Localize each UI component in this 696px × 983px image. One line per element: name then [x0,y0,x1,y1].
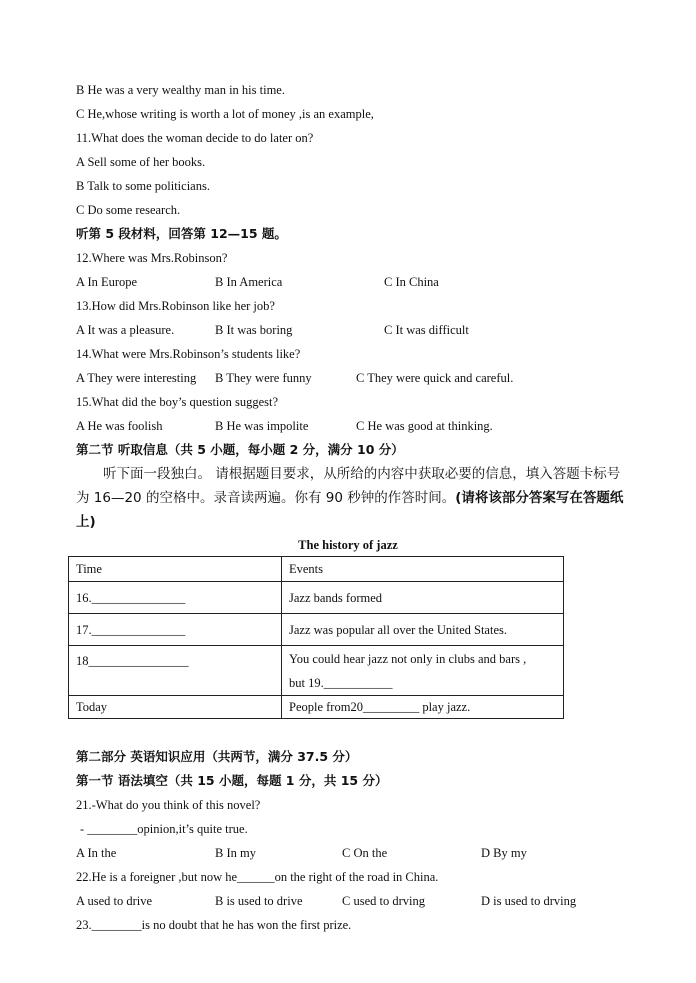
option-text: B Talk to some politicians. [76,179,210,193]
part-heading: 第二部分 英语知识应用（共两节，满分 37.5 分） [76,749,358,764]
column-header-events: Events [282,557,564,582]
section-heading: 听第 5 段材料，回答第 12—15 题。 [76,226,287,241]
option-text: A Sell some of her books. [76,155,206,169]
option-text: C They were quick and careful. [356,371,514,385]
question-13: 13.How did Mrs.Robinson like her job? [76,299,275,313]
option-text: A In the [76,846,117,860]
question-15: 15.What did the boy’s question suggest? [76,395,279,409]
option-text: D is used to drving [481,894,577,908]
option-text: B In my [215,846,256,860]
option-text: C Do some research. [76,203,181,217]
instructions-text: 听下面一段独白。 请根据题目要求，从所给的内容中获取必要的信息，填入答题卡标号为 16—20 的空格中。录音读两遍。你有 90 秒钟的作答时间。 [76,466,621,506]
event-line: but 19.___________ [289,675,393,690]
option-text: B It was boring [215,323,293,337]
question-22: 22.He is a foreigner ,but now he______on the right of the road in China. [76,870,439,884]
option-text: B is used to drive [215,894,303,908]
option-text: C He was good at thinking. [356,419,493,433]
question-23: 23.________is no doubt that he has won the first prize. [76,918,352,932]
column-header-time: Time [69,557,282,582]
question-12: 12.Where was Mrs.Robinson? [76,251,228,265]
instructions [76,462,626,534]
event-cell [282,646,564,696]
section-heading: 第二节 听取信息（共 5 小题，每小题 2 分，满分 10 分） [76,442,404,457]
event-cell: Jazz was popular all over the United States. [282,614,564,646]
option-text: B He was a very wealthy man in his time. [76,83,285,97]
table-row [69,614,564,646]
question-21: 21.-What do you think of this novel? [76,798,261,812]
option-text: C It was difficult [384,323,469,337]
table-row [69,646,564,696]
option-text: C He,whose writing is worth a lot of money ,is an example, [76,107,374,121]
option-text: B In America [215,275,283,289]
event-cell: People from20_________ play jazz. [282,696,564,719]
option-text: B They were funny [215,371,312,385]
table-row [69,582,564,614]
option-text: A used to drive [76,894,153,908]
option-text: B He was impolite [215,419,309,433]
section-heading: 第一节 语法填空（共 15 小题，每题 1 分，共 15 分） [76,773,388,788]
option-text: A They were interesting [76,371,197,385]
question-21-reply: - ________opinion,it’s quite true. [80,822,248,836]
option-text: C In China [384,275,439,289]
event-cell: Jazz bands formed [282,582,564,614]
time-cell: 17._______________ [69,614,282,646]
jazz-history-table [68,556,564,719]
instructions-note: (请将该部分答案写在答题纸上) [76,490,624,530]
option-text: A It was a pleasure. [76,323,175,337]
time-cell: Today [69,696,282,719]
option-text: A He was foolish [76,419,163,433]
question-14: 14.What were Mrs.Robinson’s students like? [76,347,301,361]
time-cell: 18________________ [69,646,282,696]
option-text: A In Europe [76,275,138,289]
option-text: D By my [481,846,527,860]
event-line: You could hear jazz not only in clubs and bars , [289,651,527,666]
table-title: The history of jazz [298,538,398,552]
option-text: C used to drving [342,894,425,908]
time-cell: 16._______________ [69,582,282,614]
table-row [69,696,564,719]
table-header-row [69,557,564,582]
option-text: C On the [342,846,388,860]
question-11: 11.What does the woman decide to do later on? [76,131,314,145]
